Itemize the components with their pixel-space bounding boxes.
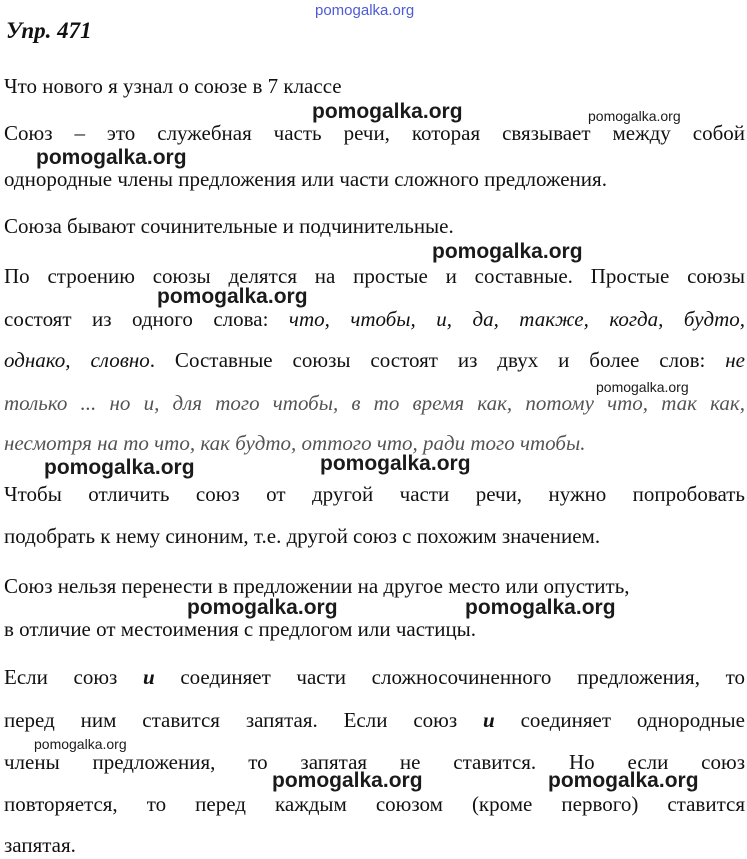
p3-line-2-text: состоят из одного слова: bbox=[4, 307, 269, 331]
p6-line-2 bbox=[4, 706, 745, 734]
p2-line-1: Союза бывают сочинительные и подчинительные. bbox=[4, 214, 454, 238]
p5-line-2: в отличие от местоимения с предлогом или частицы. bbox=[4, 617, 477, 641]
p6-line-2-rest: соединяет однородные bbox=[494, 708, 745, 732]
watermark: pomogalka.org bbox=[432, 240, 583, 263]
p6-line-1-rest: соединяет части сложносочиненного предложения, то bbox=[154, 665, 746, 689]
p6-line-3: члены предложения, то запятая не ставится. Но если союз bbox=[4, 750, 745, 774]
p3-line-3-text: . Составные союзы состоят из двух и более слов: bbox=[149, 348, 726, 372]
watermark: pomogalka.org bbox=[312, 100, 463, 123]
p3-line-4: только ... но и, для того чтобы, в то время как, потому что, так как, bbox=[4, 391, 745, 415]
p6-line-4: повторяется, то перед каждым союзом (кроме первого) ставится bbox=[4, 792, 745, 816]
p5-line-1: Союз нельзя перенести в предложении на другое место или опустить, bbox=[4, 574, 630, 598]
exercise-title: Упр. 471 bbox=[6, 18, 92, 43]
watermark: pomogalka.org bbox=[320, 452, 471, 475]
p1-line-2: однородные члены предложения или части сложного предложения. bbox=[4, 167, 607, 191]
p6-line-1 bbox=[4, 663, 745, 691]
watermark: pomogalka.org bbox=[36, 146, 187, 169]
p3-line-3-examples: однако, словно bbox=[4, 348, 150, 372]
watermark: pomogalka.org bbox=[588, 108, 681, 124]
watermark: pomogalka.org bbox=[34, 736, 127, 752]
p6-line-2-text: перед ним ставится запятая. Если союз bbox=[4, 708, 484, 732]
p3-line-5: несмотря на то что, как будто, оттого что, ради того чтобы. bbox=[4, 431, 586, 455]
p6-line-1-conj: и bbox=[142, 665, 155, 689]
p6-line-2-conj: и bbox=[483, 708, 495, 732]
p4-line-2: подобрать к нему синоним, т.е. другой союз с похожим значением. bbox=[4, 524, 601, 548]
watermark: pomogalka.org bbox=[596, 379, 689, 395]
watermark: pomogalka.org bbox=[548, 769, 699, 792]
p1-line-1: Союз – это служебная часть речи, которая связывает между собой bbox=[4, 121, 745, 145]
watermark: pomogalka.org bbox=[157, 285, 308, 308]
p3-line-3 bbox=[4, 346, 745, 374]
p6-line-1-text: Если союз bbox=[4, 665, 143, 689]
p3-line-3-examples-end: не bbox=[725, 348, 745, 372]
watermark: pomogalka.org bbox=[187, 596, 338, 619]
watermark: pomogalka.org bbox=[44, 456, 195, 479]
watermark-top: pomogalka.org bbox=[315, 2, 415, 19]
p3-line-2 bbox=[4, 305, 745, 333]
intro-line: Что нового я узнал о союзе в 7 классе bbox=[4, 74, 342, 98]
p3-line-1: По строению союзы делятся на простые и составные. Простые союзы bbox=[4, 264, 745, 288]
watermark: pomogalka.org bbox=[272, 769, 423, 792]
watermark: pomogalka.org bbox=[465, 596, 616, 619]
p4-line-1: Чтобы отличить союз от другой части речи, нужно попробовать bbox=[4, 482, 745, 506]
p3-line-2-examples: что, чтобы, и, да, также, когда, будто, bbox=[268, 307, 745, 331]
p6-line-5: запятая. bbox=[4, 833, 76, 857]
